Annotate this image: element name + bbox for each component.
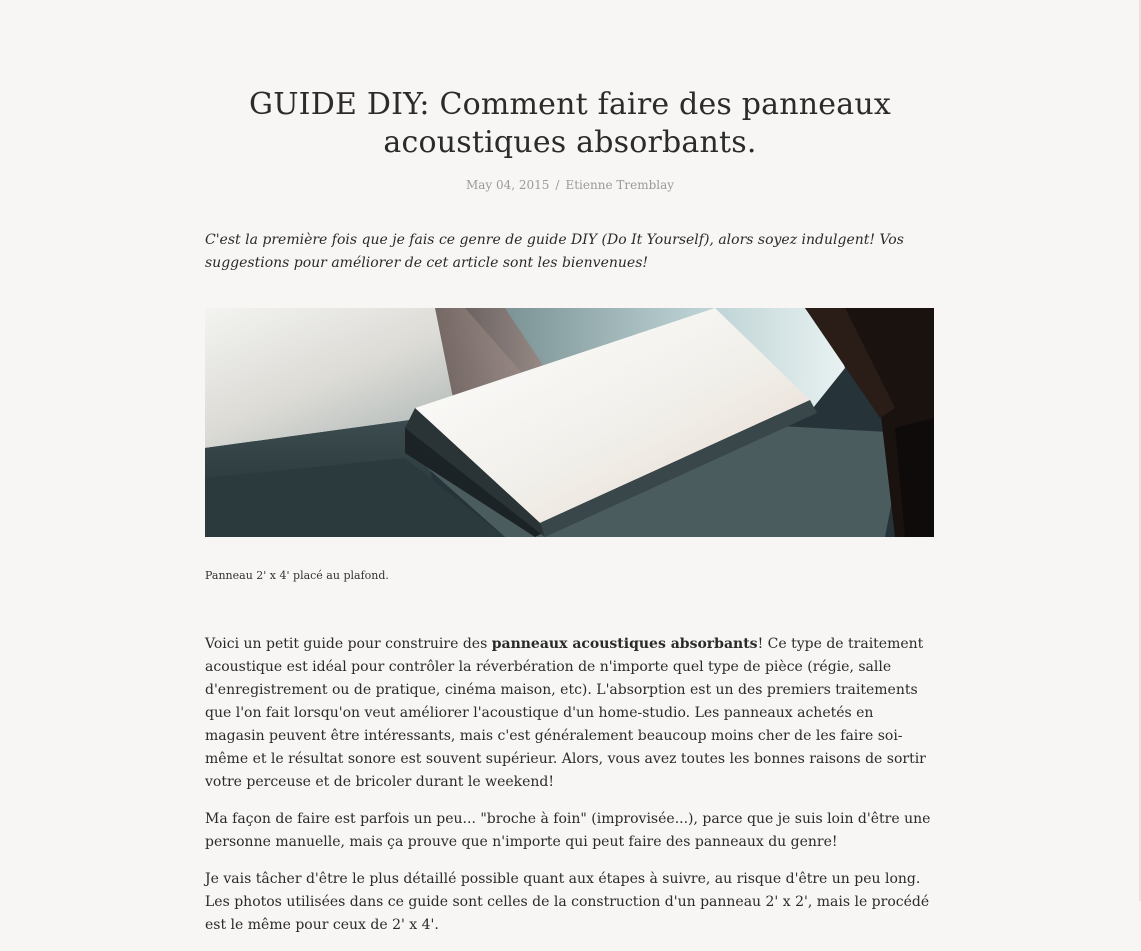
bold-keyword: panneaux acoustiques absorbants <box>491 636 758 652</box>
author-link[interactable]: Etienne Tremblay <box>565 178 675 192</box>
body-paragraph-1 <box>205 633 935 794</box>
article-title <box>205 86 935 162</box>
paragraph-1-end: ! Ce type de traitement acoustique est idéal pour contrôler la réverbération de n'importe quel type de pièce (régie, salle d'enregistrement ou de pratique, cinéma maison, etc). L'absorption est un des premiers traitements que l'on fait lorsqu'on veut améliorer l'acoustique d'un home-studio. Les panneaux achetés en magasin peuvent être intéressants, mais c'est généralement beaucoup moins cher de les faire soi-même et le résultat sonore est souvent supérieur. Alors, vous avez toutes les bonnes raisons de sortir votre perceuse et de bricoler durant le weekend! <box>205 636 926 790</box>
article-body <box>205 633 935 951</box>
meta-separator: / <box>555 178 560 192</box>
body-paragraph-2: Ma façon de faire est parfois un peu... "broche à foin" (improvisée...), parce que je suis loin d'être une personne manuelle, mais ça prouve que n'importe qui peut faire des panneaux du genre! <box>205 811 931 850</box>
article-image <box>205 308 934 537</box>
article-title-line-1: GUIDE DIY: Comment faire des panneaux <box>249 87 891 122</box>
image-caption: Panneau 2' x 4' placé au plafond. <box>205 569 389 582</box>
body-paragraph-3: Je vais tâcher d'être le plus détaillé possible quant aux étapes à suivre, au risque d'être un peu long. Les photos utilisées dans ce guide sont celles de la construction d'un panneau 2' x 2', mais le procédé est le même pour ceux de 2' x 4'. <box>205 871 930 933</box>
intro-paragraph: C'est la première fois que je fais ce genre de guide DIY (Do It Yourself), alors soyez indulgent! Vos suggestions pour améliorer de cet article sont les bienvenues! <box>205 232 904 271</box>
ceiling-panel-photo <box>205 308 934 537</box>
paragraph-1-start: Voici un petit guide pour construire des <box>205 636 492 652</box>
article-title-line-2: acoustiques absorbants. <box>383 125 757 160</box>
article-meta <box>205 178 935 192</box>
publish-date: May 04, 2015 <box>465 178 550 192</box>
